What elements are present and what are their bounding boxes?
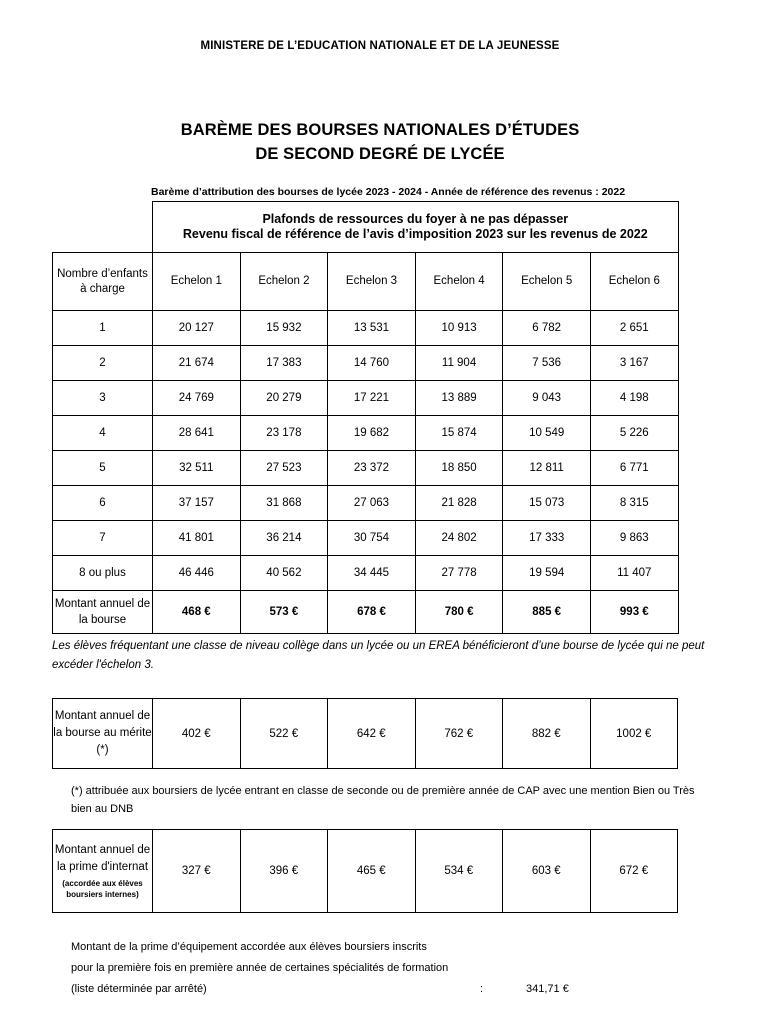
- table-row: [53, 556, 679, 591]
- merit-cell: 642 €: [328, 699, 416, 769]
- internat-prime-table: [52, 829, 677, 913]
- merit-cell: 522 €: [240, 699, 328, 769]
- cell: 8 315: [590, 486, 678, 521]
- internat-cell: 534 €: [415, 830, 503, 913]
- cell: 27 063: [328, 486, 416, 521]
- cell: 15 932: [240, 311, 328, 346]
- cell: 40 562: [240, 556, 328, 591]
- cell: 28 641: [153, 416, 241, 451]
- row-label: 3: [53, 381, 153, 416]
- cell: 9 863: [590, 521, 678, 556]
- merit-table: [52, 698, 678, 769]
- table-row: [53, 830, 678, 913]
- table-row: [53, 416, 679, 451]
- table-header-row: [53, 253, 679, 311]
- cell: 23 178: [240, 416, 328, 451]
- cell: 13 889: [415, 381, 503, 416]
- table-row: [53, 699, 678, 769]
- header-cell-echelon-2: Echelon 2: [240, 253, 328, 311]
- resource-ceiling-table: [52, 201, 679, 634]
- cell: 23 372: [328, 451, 416, 486]
- internat-cell: 603 €: [503, 830, 591, 913]
- cell: 4 198: [590, 381, 678, 416]
- equipment-note-line-3-text: (liste déterminée par arrêté): [71, 983, 207, 995]
- cell: 31 868: [240, 486, 328, 521]
- cell: 30 754: [328, 521, 416, 556]
- equipment-note-line-2: pour la première fois en première année de certaines spécialités de formation: [71, 962, 449, 974]
- header-cell-echelon-1: Echelon 1: [153, 253, 241, 311]
- cell: 41 801: [153, 521, 241, 556]
- cell: 3 167: [590, 346, 678, 381]
- header-cell-children-count: Nombre d’enfants à charge: [53, 253, 153, 311]
- cell: 21 674: [153, 346, 241, 381]
- cell: 34 445: [328, 556, 416, 591]
- annual-amount-cell: 780 €: [415, 591, 503, 634]
- merit-cell: 1002 €: [590, 699, 678, 769]
- table-row: [53, 451, 679, 486]
- equipment-prime-note: [71, 937, 716, 1000]
- ministry-header: MINISTERE DE L’EDUCATION NATIONALE ET DE LA JEUNESSE: [200, 40, 560, 52]
- cell: 13 531: [328, 311, 416, 346]
- internat-row-label: [53, 830, 153, 913]
- cell: 5 226: [590, 416, 678, 451]
- main-scale-table: [52, 201, 678, 634]
- college-level-note: Les élèves fréquentant une classe de niveau collège dans un lycée ou un EREA bénéficieront d’une bourse de lycée qui ne peut excéder l'échelon 3.: [52, 640, 705, 671]
- cell: 32 511: [153, 451, 241, 486]
- banner-line-1: Plafonds de ressources du foyer à ne pas dépasser: [262, 212, 569, 226]
- row-label: 7: [53, 521, 153, 556]
- cell: 46 446: [153, 556, 241, 591]
- internat-cell: 465 €: [328, 830, 416, 913]
- cell: 24 802: [415, 521, 503, 556]
- header-cell-echelon-3: Echelon 3: [328, 253, 416, 311]
- cell: 7 536: [503, 346, 591, 381]
- cell: 9 043: [503, 381, 591, 416]
- equipment-note-colon: :: [480, 983, 484, 995]
- table-row: [53, 486, 679, 521]
- cell: 11 407: [590, 556, 678, 591]
- cell: 10 913: [415, 311, 503, 346]
- cell: 17 333: [503, 521, 591, 556]
- annual-amount-cell: 573 €: [240, 591, 328, 634]
- annual-amount-cell: 678 €: [328, 591, 416, 634]
- row-label: 2: [53, 346, 153, 381]
- merit-cell: 402 €: [153, 699, 241, 769]
- table-row: [53, 381, 679, 416]
- banner-cell: [153, 202, 679, 253]
- internat-label-main: Montant annuel de la prime d'internat: [54, 844, 151, 873]
- internat-cell: 396 €: [240, 830, 328, 913]
- cell: 14 760: [328, 346, 416, 381]
- internat-cell: 672 €: [590, 830, 678, 913]
- page-title-line-1: BARÈME DES BOURSES NATIONALES D’ÉTUDES: [180, 121, 580, 139]
- header-cell-echelon-6: Echelon 6: [590, 253, 678, 311]
- header-cell-echelon-4: Echelon 4: [415, 253, 503, 311]
- row-label: 8 ou plus: [53, 556, 153, 591]
- annual-amount-row: [53, 591, 679, 634]
- annual-amount-cell: 468 €: [153, 591, 241, 634]
- annual-amount-cell: 885 €: [503, 591, 591, 634]
- cell: 19 594: [503, 556, 591, 591]
- cell: 37 157: [153, 486, 241, 521]
- cell: 17 383: [240, 346, 328, 381]
- row-label: 1: [53, 311, 153, 346]
- internat-cell: 327 €: [153, 830, 241, 913]
- cell: 27 778: [415, 556, 503, 591]
- cell: 11 904: [415, 346, 503, 381]
- cell: 15 874: [415, 416, 503, 451]
- merit-row-label: Montant annuel de la bourse au mérite (*): [53, 699, 153, 769]
- cell: 19 682: [328, 416, 416, 451]
- merit-cell: 762 €: [415, 699, 503, 769]
- page-title-line-2: DE SECOND DEGRÉ DE LYCÉE: [255, 145, 505, 163]
- cell: 10 549: [503, 416, 591, 451]
- cell: 15 073: [503, 486, 591, 521]
- cell: 20 127: [153, 311, 241, 346]
- annual-amount-cell: 993 €: [590, 591, 678, 634]
- table-row: [53, 346, 679, 381]
- banner-line-2: Revenu fiscal de référence de l’avis d’imposition 2023 sur les revenus de 2022: [182, 227, 648, 241]
- cell: 17 221: [328, 381, 416, 416]
- internat-label-sub: (accordée aux élèves boursiers internes): [62, 879, 143, 899]
- table-banner-row: [53, 202, 679, 253]
- cell: 18 850: [415, 451, 503, 486]
- row-label: 4: [53, 416, 153, 451]
- scale-caption: Barème d’attribution des bourses de lycée 2023 - 2024 - Année de référence des revenus : 2022: [151, 186, 626, 198]
- cell: 36 214: [240, 521, 328, 556]
- header-cell-echelon-5: Echelon 5: [503, 253, 591, 311]
- equipment-note-line-1: Montant de la prime d’équipement accordée aux élèves boursiers inscrits: [71, 941, 427, 953]
- equipment-prime-amount: 341,71 €: [526, 983, 569, 995]
- row-label: 6: [53, 486, 153, 521]
- cell: 2 651: [590, 311, 678, 346]
- cell: 6 771: [590, 451, 678, 486]
- cell: 21 828: [415, 486, 503, 521]
- cell: 12 811: [503, 451, 591, 486]
- merit-bourse-table: [52, 698, 677, 769]
- equipment-note-line-3: [71, 979, 716, 1000]
- cell: 20 279: [240, 381, 328, 416]
- annual-amount-label: Montant annuel de la bourse: [53, 591, 153, 634]
- row-label: 5: [53, 451, 153, 486]
- merit-footnote: (*) attribuée aux boursiers de lycée entrant en classe de seconde ou de première année de CAP avec une mention Bien ou Très bien au DNB: [71, 785, 695, 815]
- table-row: [53, 311, 679, 346]
- banner-spacer-cell: [53, 202, 153, 253]
- cell: 6 782: [503, 311, 591, 346]
- merit-cell: 882 €: [503, 699, 591, 769]
- page-title: [0, 118, 760, 166]
- cell: 24 769: [153, 381, 241, 416]
- cell: 27 523: [240, 451, 328, 486]
- internat-table: [52, 829, 678, 913]
- table-row: [53, 521, 679, 556]
